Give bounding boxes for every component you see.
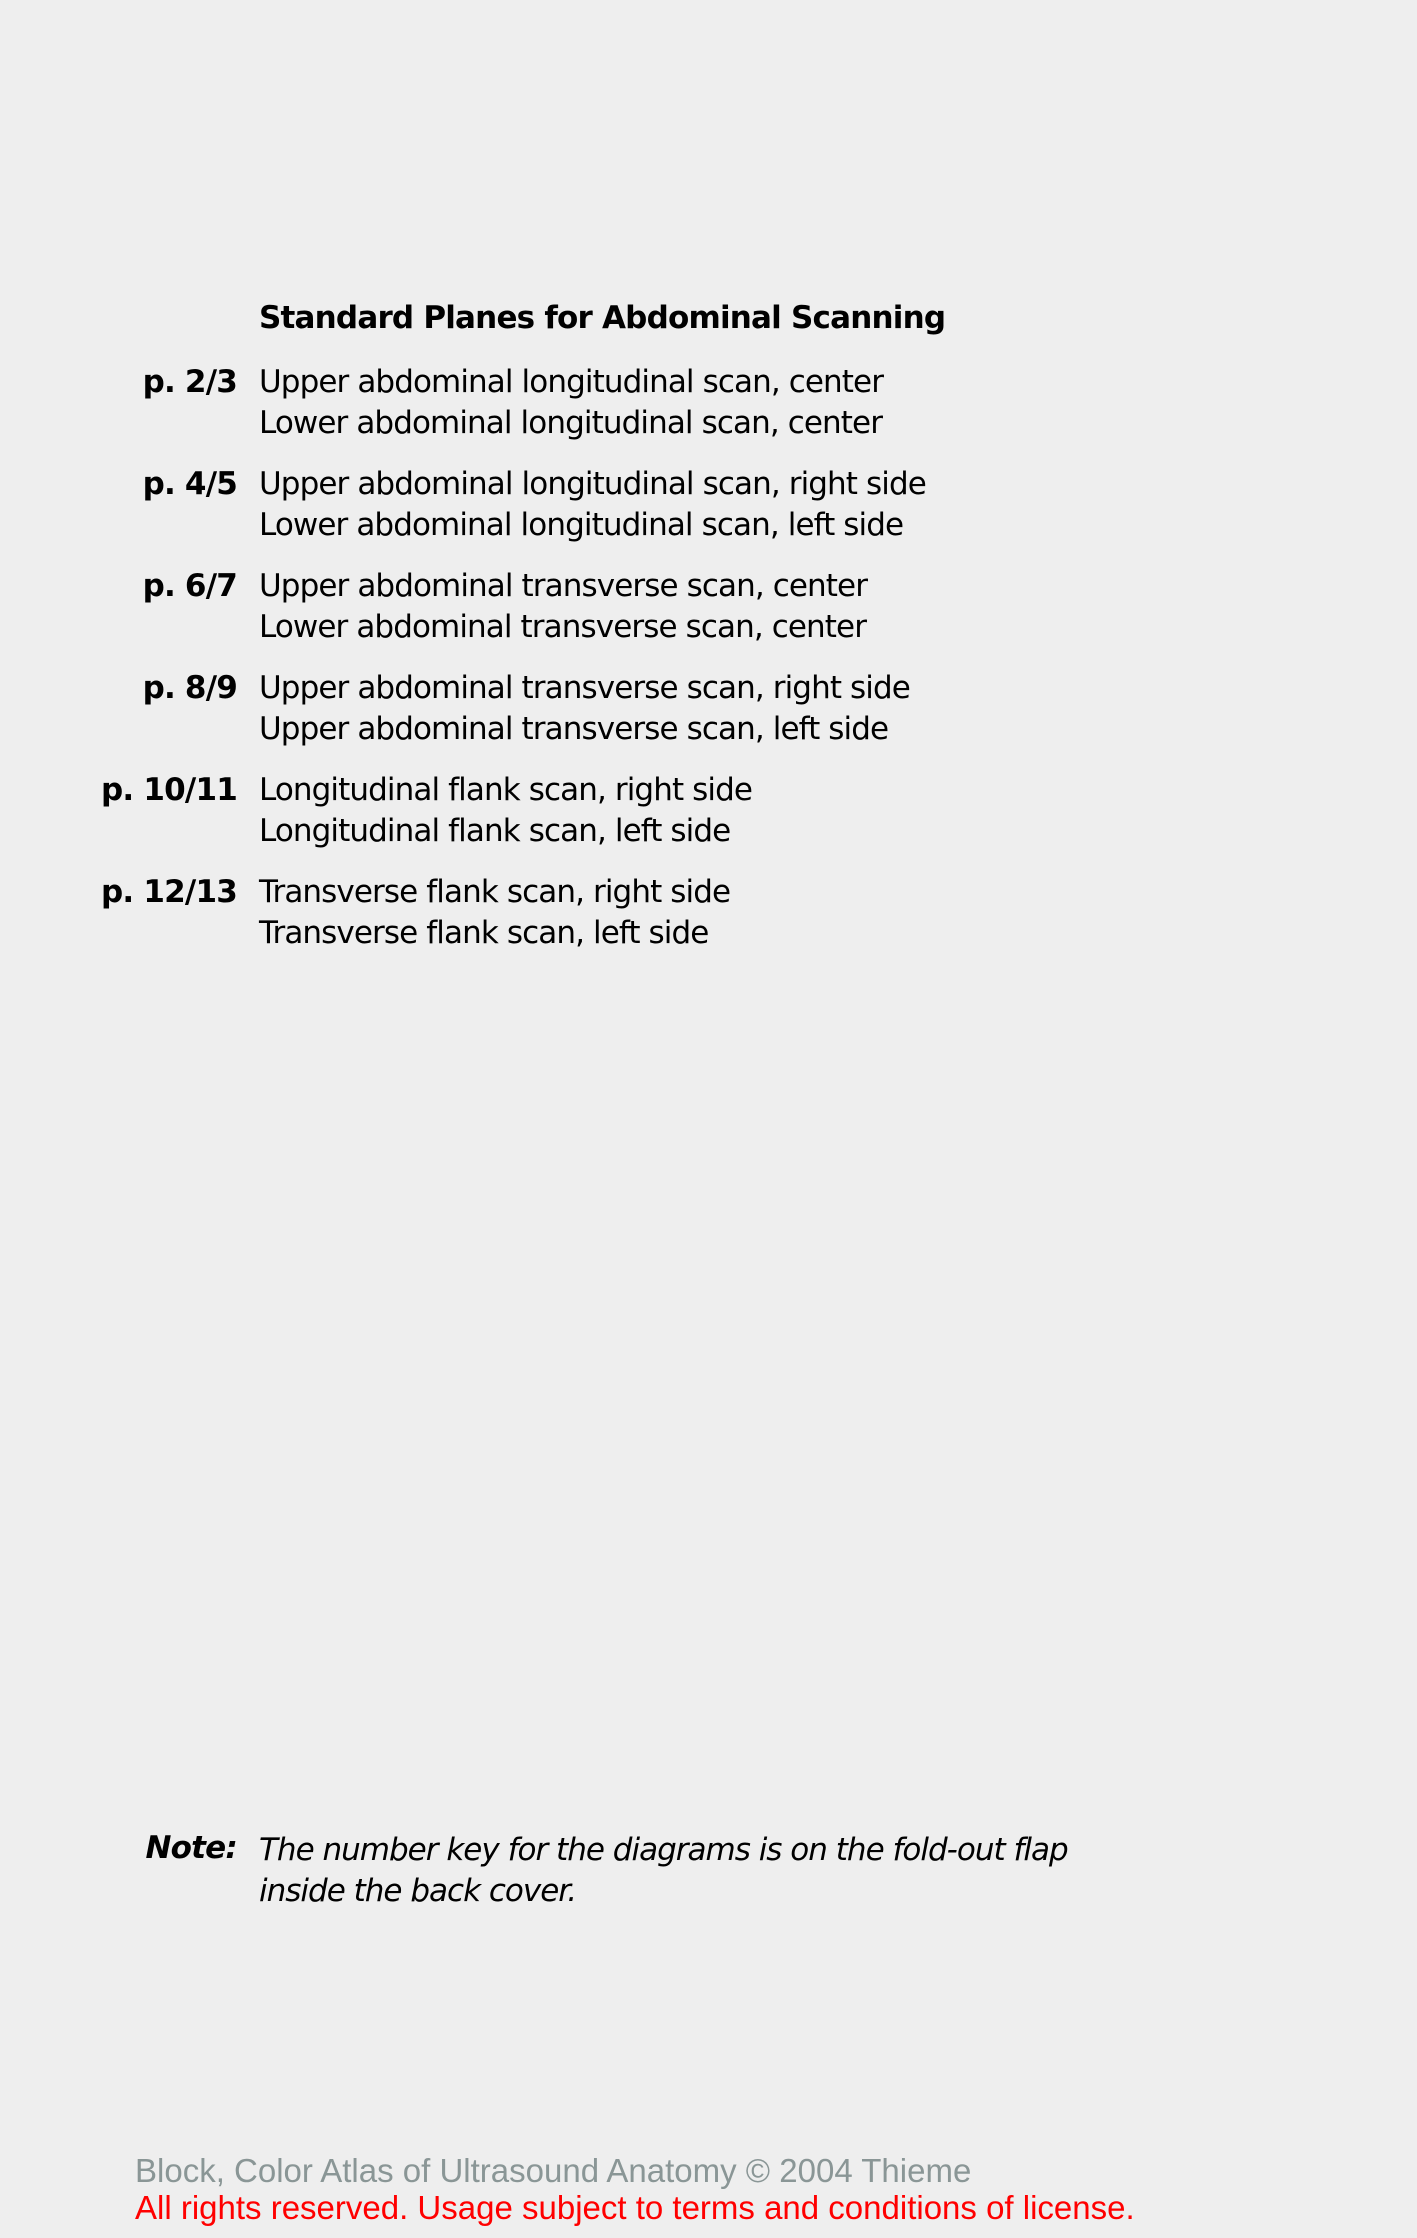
entry-description <box>259 668 910 750</box>
page-reference: p. 4/5 <box>142 466 237 502</box>
entry-line: Upper abdominal longitudinal scan, center <box>259 364 884 400</box>
page-title: Standard Planes for Abdominal Scanning <box>259 300 946 336</box>
copyright-text: Block, Color Atlas of Ultrasound Anatomy © 2004 Thieme <box>135 2152 972 2189</box>
entry-line: Longitudinal flank scan, right side <box>259 772 753 808</box>
page-reference: p. 12/13 <box>101 874 237 910</box>
entry-line: Upper abdominal transverse scan, center <box>259 568 868 604</box>
note-text <box>259 1830 1068 1912</box>
entry-description <box>259 362 883 444</box>
entry-line: Lower abdominal longitudinal scan, left side <box>259 507 904 543</box>
rights-text: All rights reserved. Usage subject to terms and conditions of license. <box>135 2189 1135 2226</box>
note-line: inside the back cover. <box>259 1873 577 1909</box>
page-reference: p. 2/3 <box>142 364 237 400</box>
page-reference: p. 10/11 <box>101 772 237 808</box>
entry-description <box>259 464 926 546</box>
list-item <box>0 566 1100 648</box>
entry-line: Upper abdominal transverse scan, right side <box>259 670 910 706</box>
entry-line: Transverse flank scan, left side <box>259 915 709 951</box>
list-item <box>0 872 1100 954</box>
footer <box>135 2152 1135 2226</box>
page-reference: p. 8/9 <box>142 670 237 706</box>
entry-line: Lower abdominal longitudinal scan, center <box>259 405 883 441</box>
page-reference: p. 6/7 <box>142 568 237 604</box>
list-item <box>0 464 1100 546</box>
list-item <box>0 668 1100 750</box>
list-item <box>0 770 1100 852</box>
entry-description <box>259 872 730 954</box>
planes-list <box>0 362 1100 974</box>
entry-line: Longitudinal flank scan, left side <box>259 813 731 849</box>
entry-description <box>259 770 752 852</box>
entry-description <box>259 566 867 648</box>
note-line: The number key for the diagrams is on the fold-out flap <box>259 1832 1068 1868</box>
entry-line: Transverse flank scan, right side <box>259 874 731 910</box>
entry-line: Lower abdominal transverse scan, center <box>259 609 867 645</box>
entry-line: Upper abdominal longitudinal scan, right side <box>259 466 926 502</box>
entry-line: Upper abdominal transverse scan, left side <box>259 711 889 747</box>
list-item <box>0 362 1100 444</box>
note-label: Note: <box>145 1830 237 1866</box>
